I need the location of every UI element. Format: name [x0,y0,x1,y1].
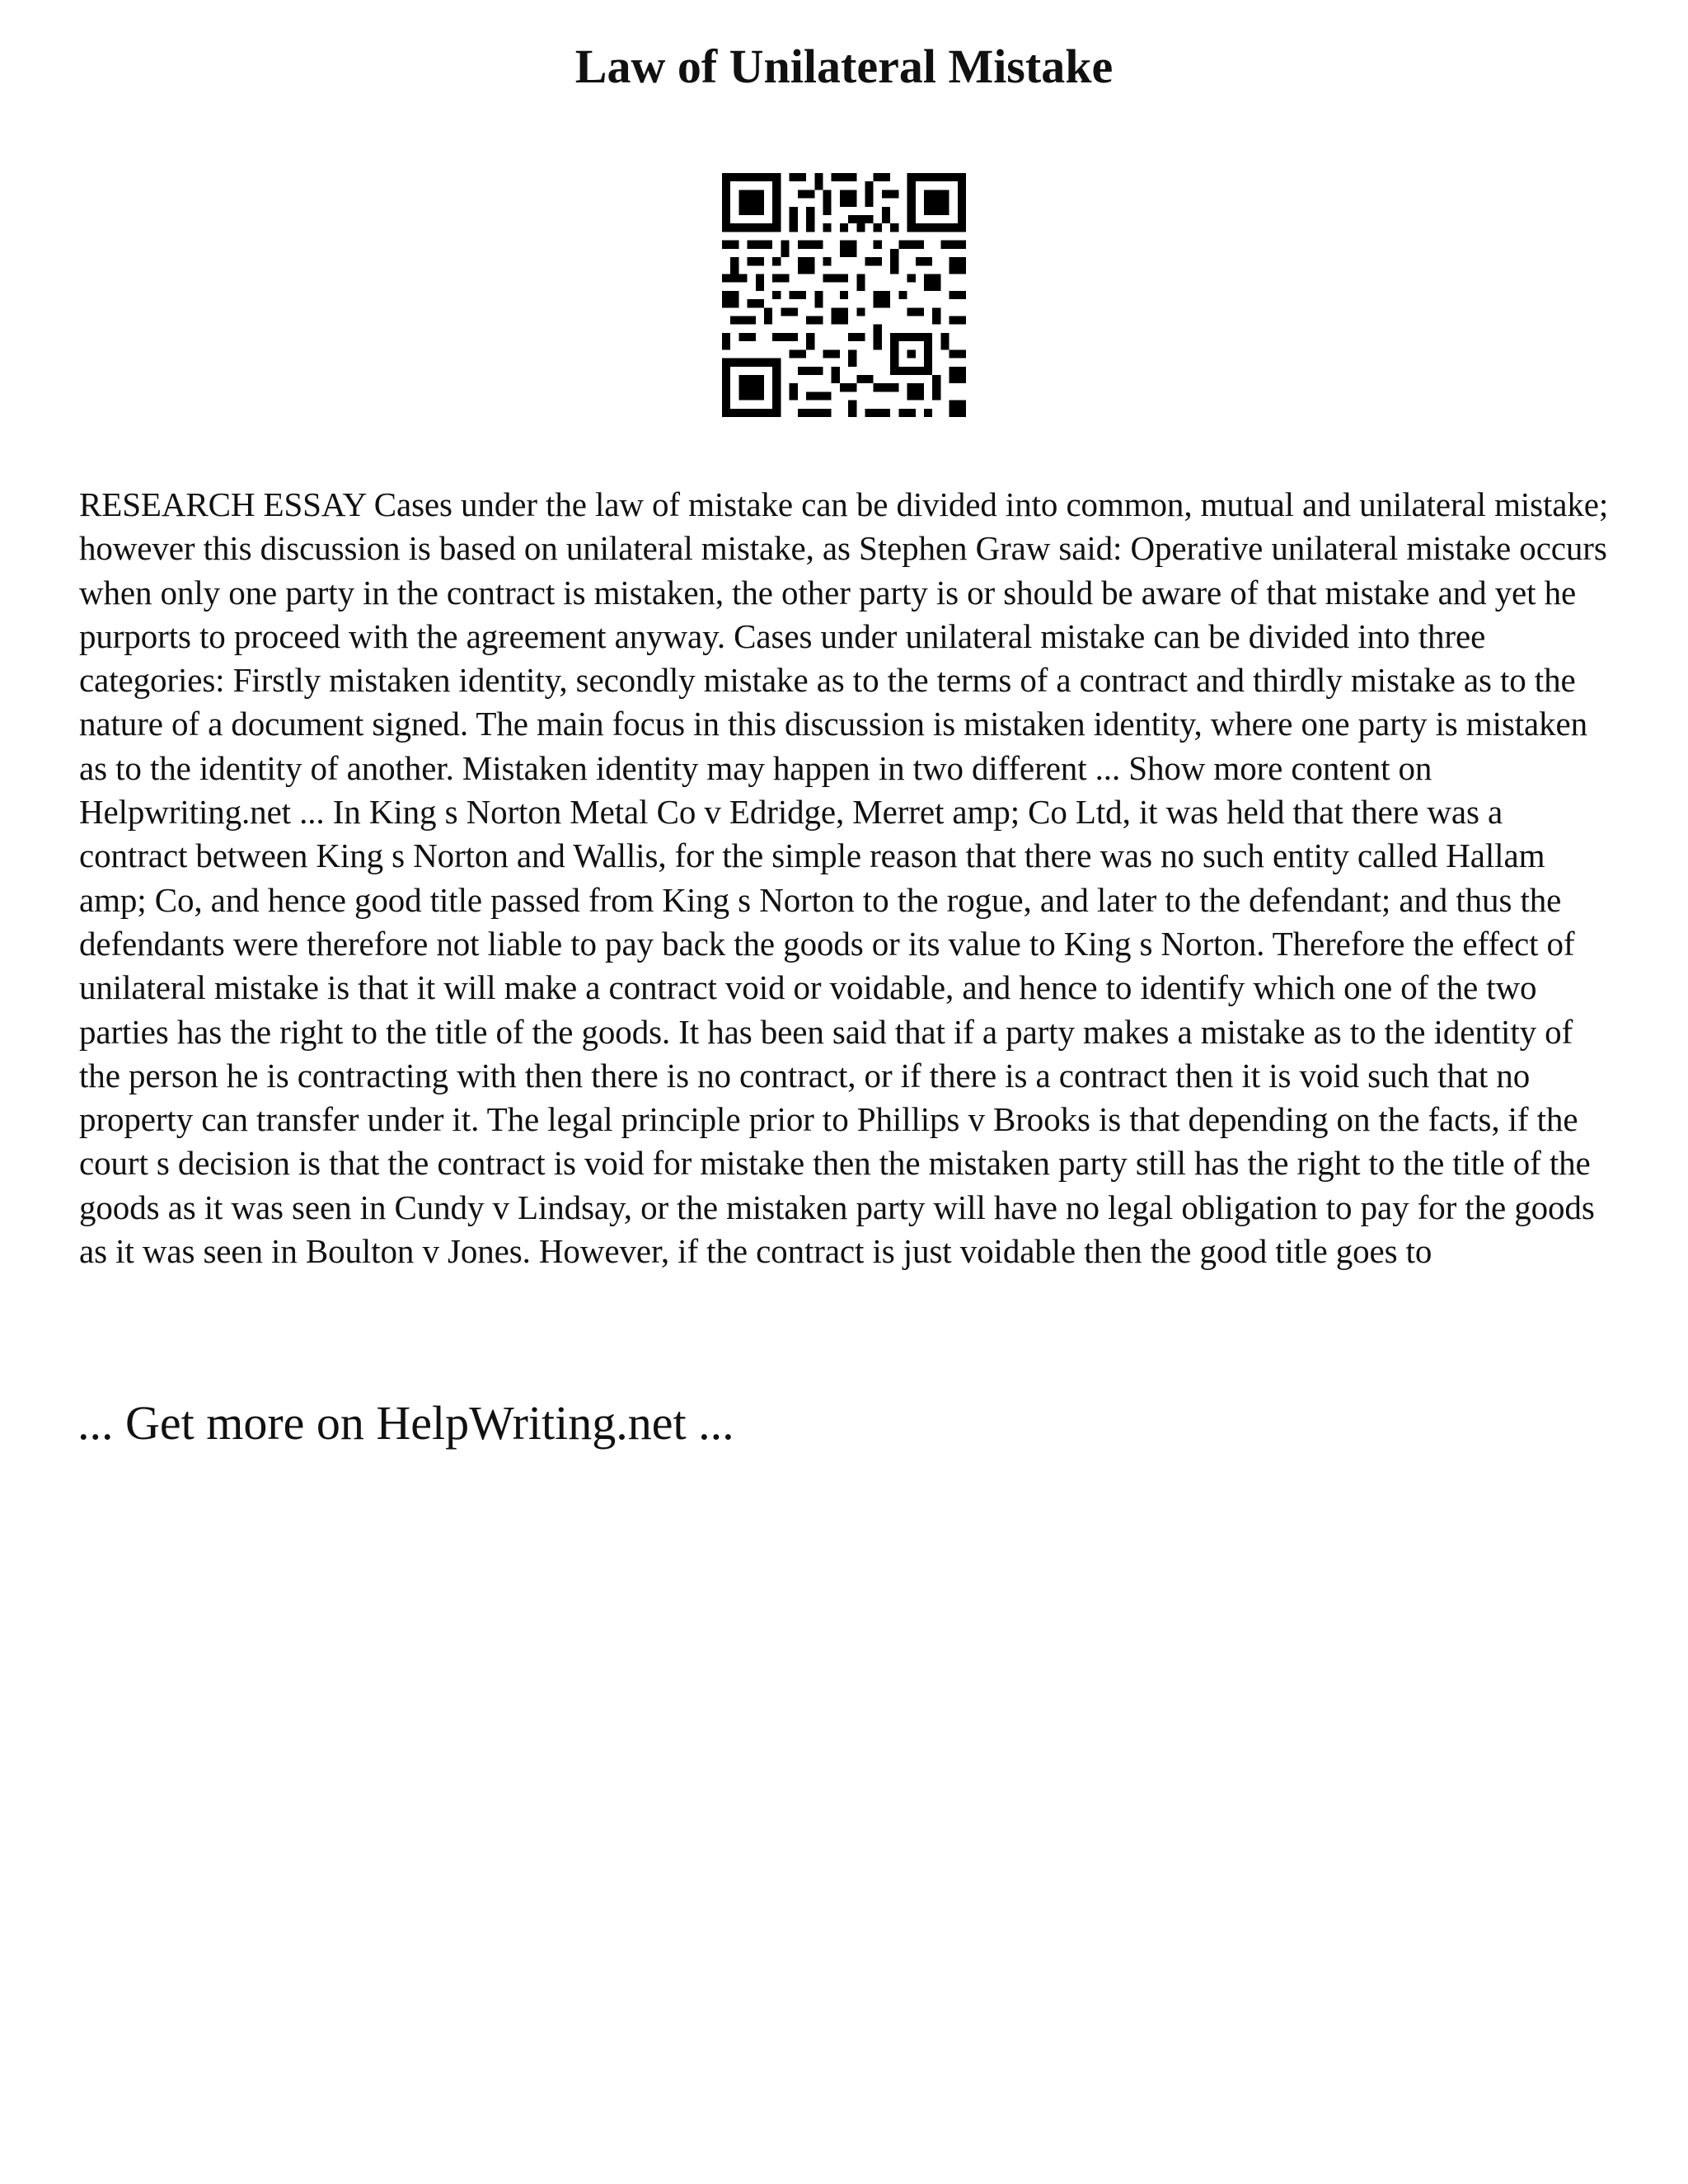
essay-body-text: RESEARCH ESSAY Cases under the law of mistake can be divided into common, mutual and unilateral mistake; however this discussion is based on unilateral mistake, as Stephen Graw said: Operative unilateral mistake occurs when only one party in the contract is mistaken, the other party is or should be aware of that mistake and yet he purports to proceed with the agreement anyway. Cases under unilateral mistake can be divided into three categories: Firstly mistaken identity, secondly mistake as to the terms of a contract and thirdly mistake as to the nature of a document signed. The main focus in this discussion is mistaken identity, where one party is mistaken as to the identity of another. Mistaken identity may happen in two different ... Show more content on Helpwriting.net ... In King s Norton Metal Co v Edridge, Merret amp; Co Ltd, it was held that there was a contract between King s Norton and Wallis, for the simple reason that there was no such entity called Hallam amp; Co, and hence good title passed from King s Norton to the rogue, and later to the defendant; and thus the defendants were therefore not liable to pay back the goods or its value to King s Norton. Therefore the effect of unilateral mistake is that it will make a contract void or voidable, and hence to identify which one of the two parties has the right to the title of the goods. It has been said that if a party makes a mistake as to the identity of the person he is contracting with then there is no contract, or if there is a contract then it is void such that no property can transfer under it. The legal principle prior to Phillips v Brooks is that depending on the facts, if the court s decision is that the contract is void for mistake then the mistaken party still has the right to the title of the goods as it was seen in Cundy v Lindsay, or the mistaken party will have no legal obligation to pay for the goods as it was seen in Boulton v Jones. However, if the contract is just voidable then the good title goes to [79,485,1609,1271]
get-more-link[interactable]: ... Get more on HelpWriting.net ... [77,1396,734,1450]
qr-code [722,173,966,417]
page-title: Law of Unilateral Mistake [574,40,1114,93]
qr-code-image [722,173,966,417]
